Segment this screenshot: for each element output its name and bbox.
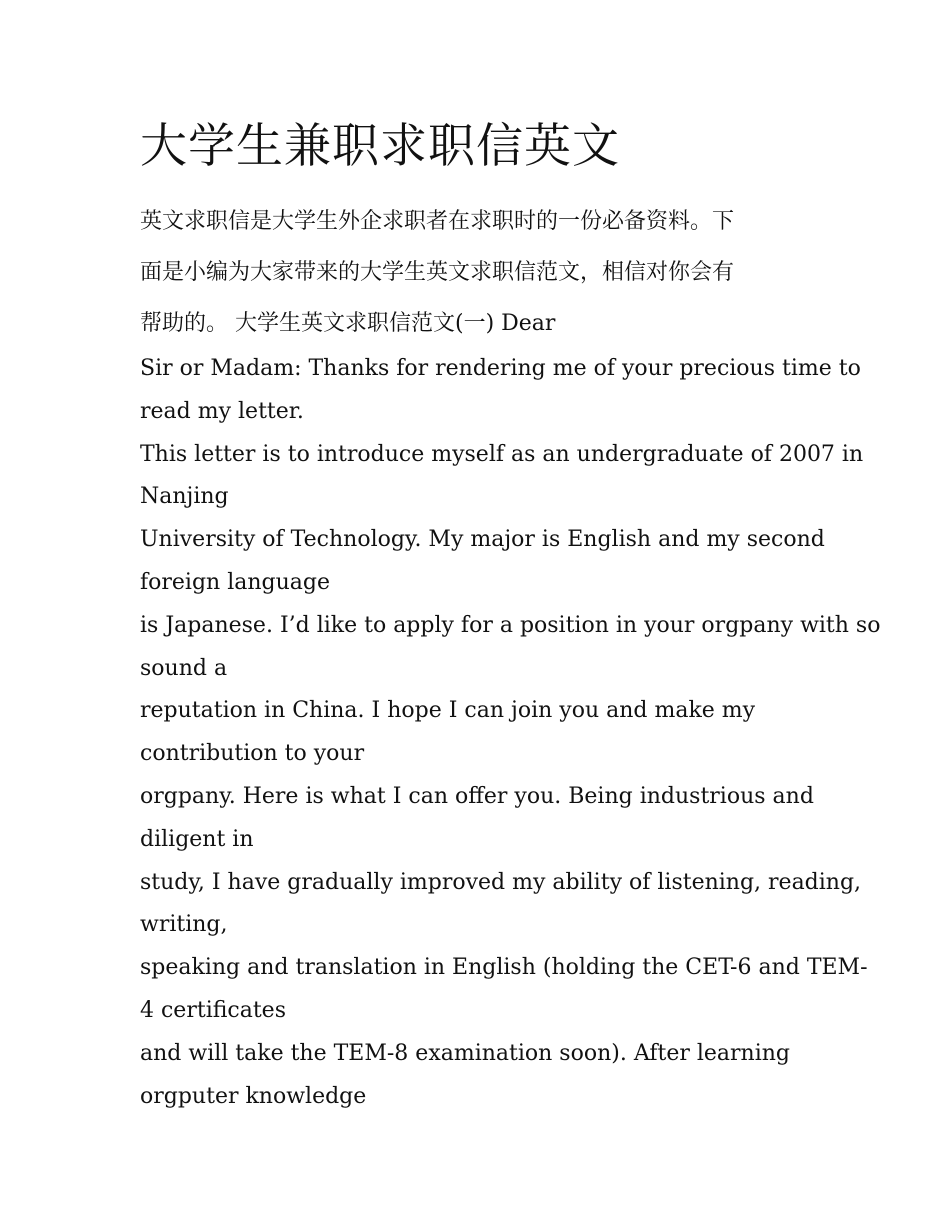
document-title: 大学生兼职求职信英文: [140, 119, 620, 174]
letter-line: read my letter.: [140, 398, 304, 424]
letter-line: writing,: [140, 912, 228, 938]
letter-line: speaking and translation in English (holding the CET-6 and TEM-: [140, 955, 868, 981]
letter-line: University of Technology. My major is English and my second: [140, 527, 825, 553]
letter-line: and will take the TEM-8 examination soon). After learning: [140, 1040, 790, 1066]
intro-line: 面是小编为大家带来的大学生英文求职信范文，相信对你会有: [140, 260, 735, 285]
letter-line: orgputer knowledge: [140, 1083, 367, 1109]
letter-line: Sir or Madam: Thanks for rendering me of your precious time to: [140, 356, 861, 381]
letter-line: foreign language: [140, 569, 330, 595]
letter-line: diligent in: [140, 826, 254, 852]
letter-line: is Japanese. I’d like to apply for a position in your orgpany with so: [140, 612, 881, 638]
letter-line: study, I have gradually improved my ability of listening, reading,: [140, 869, 862, 895]
letter-line: orgpany. Here is what I can offer you. Being industrious and: [140, 783, 814, 809]
intro-line: 帮助的。 大学生英文求职信范文(一) Dear: [140, 311, 556, 336]
letter-line: contribution to your: [140, 741, 365, 767]
letter-line: Nanjing: [140, 484, 229, 510]
letter-line: 4 certificates: [140, 997, 286, 1023]
letter-line: sound a: [140, 655, 228, 681]
letter-line: This letter is to introduce myself as an undergraduate of 2007 in: [140, 441, 864, 467]
letter-body: [140, 348, 881, 1118]
intro-paragraph: [140, 196, 820, 349]
letter-line: reputation in China. I hope I can join you and make my: [140, 698, 756, 724]
intro-line: 英文求职信是大学生外企求职者在求职时的一份必备资料。下: [140, 209, 735, 234]
